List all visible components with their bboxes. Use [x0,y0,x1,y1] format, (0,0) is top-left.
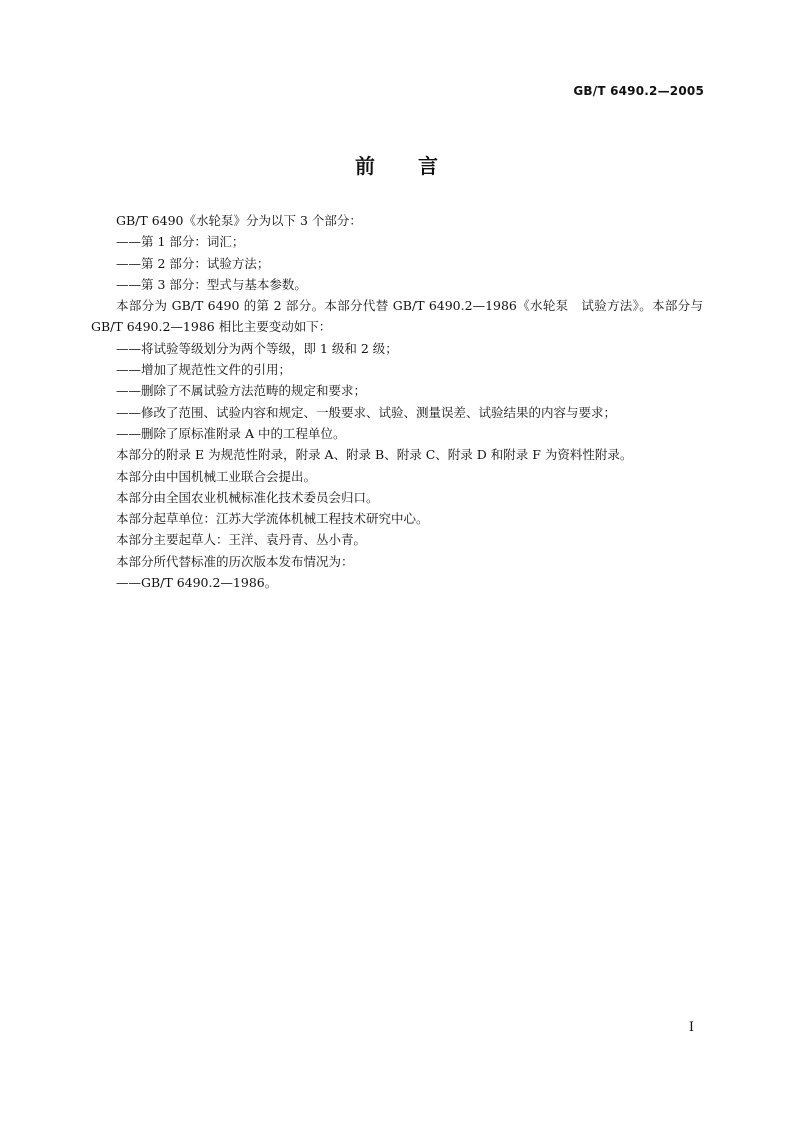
page-title-part-2: 言 [418,154,439,178]
change-item-5: ——删除了原标准附录 A 中的工程单位。 [116,425,346,441]
replacement-paragraph: 本部分为 GB/T 6490 的第 2 部分。本部分代替 GB/T 6490.2—1986《水轮泵 试验方法》。本部分与 GB/T 6490.2—1986 相比主要变动如下： [91,298,703,335]
page-title [0,150,794,179]
page-title-part-1: 前 [355,154,376,178]
drafters-paragraph: 本部分主要起草人：王洋、袁丹青、丛小青。 [116,532,367,548]
history-item: ——GB/T 6490.2—1986。 [116,575,278,591]
page-number: I [688,1020,694,1035]
list-item-part-2: ——第 2 部分：试验方法； [116,255,270,271]
list-item-part-3: ——第 3 部分：型式与基本参数。 [116,276,307,292]
change-item-4: ——修改了范围、试验内容和规定、一般要求、试验、测量误差、试验结果的内容与要求； [116,404,617,420]
change-item-2: ——增加了规范性文件的引用； [116,362,292,378]
standard-number: GB/T 6490.2—2005 [573,84,704,98]
administrator-paragraph: 本部分由全国农业机械标准化技术委员会归口。 [116,489,379,505]
annex-paragraph: 本部分的附录 E 为规范性附录，附录 A、附录 B、附录 C、附录 D 和附录 F 为资料性附录。 [116,447,633,463]
foreword-body [91,210,703,593]
intro-paragraph: GB/T 6490《水轮泵》分为以下 3 个部分： [116,213,362,228]
drafting-unit-paragraph: 本部分起草单位：江苏大学流体机械工程技术研究中心。 [116,511,429,527]
proposer-paragraph: 本部分由中国机械工业联合会提出。 [116,468,317,484]
change-item-1: ——将试验等级划分为两个等级，即 1 级和 2 级； [116,340,398,356]
list-item-part-1: ——第 1 部分：词汇； [116,234,245,250]
history-intro-paragraph: 本部分所代替标准的历次版本发布情况为： [116,553,354,569]
change-item-3: ——删除了不属试验方法范畴的规定和要求； [116,383,367,399]
